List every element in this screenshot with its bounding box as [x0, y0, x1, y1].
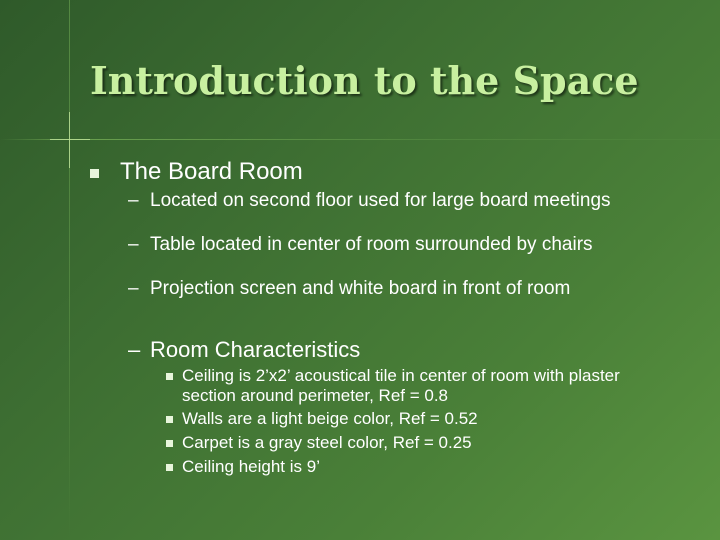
slide-title: Introduction to the Space [90, 58, 639, 103]
square-bullet-icon [166, 464, 173, 471]
sub-bullet-text: Located on second floor used for large board meetings [150, 190, 611, 211]
characteristic-text: Ceiling is 2’x2’ acoustical tile in center of room with plaster section around perimeter, Ref = 0.8 [182, 366, 620, 405]
sub-bullet-3 [128, 278, 570, 300]
square-bullet-icon [166, 416, 173, 423]
characteristic-text: Ceiling height is 9’ [182, 457, 320, 476]
characteristic-item [166, 409, 652, 429]
main-bullet-text: The Board Room [120, 158, 303, 185]
decorative-horizontal-line [0, 139, 720, 140]
characteristic-text: Walls are a light beige color, Ref = 0.52 [182, 409, 478, 428]
characteristic-item [166, 433, 652, 453]
square-bullet-icon [166, 373, 173, 380]
sub-bullet-1 [128, 190, 611, 212]
dash-marker: – [128, 234, 139, 255]
main-bullet [90, 158, 303, 186]
dash-marker: – [128, 337, 141, 362]
sub-bullet-text: Table located in center of room surrounded by chairs [150, 234, 593, 255]
square-bullet-icon [90, 169, 99, 178]
decorative-vertical-line [69, 0, 70, 540]
sub-bullet-2 [128, 234, 593, 256]
crosshair-horizontal [50, 139, 90, 140]
crosshair-vertical [69, 112, 70, 168]
characteristic-item [166, 366, 652, 406]
characteristic-text: Carpet is a gray steel color, Ref = 0.25 [182, 433, 472, 452]
sub-bullet-text: Room Characteristics [150, 337, 361, 362]
square-bullet-icon [166, 440, 173, 447]
sub-bullet-text: Projection screen and white board in front of room [150, 278, 571, 299]
dash-marker: – [128, 278, 139, 299]
dash-marker: – [128, 190, 139, 211]
sub-bullet-4 [128, 337, 360, 363]
characteristic-item [166, 457, 652, 477]
